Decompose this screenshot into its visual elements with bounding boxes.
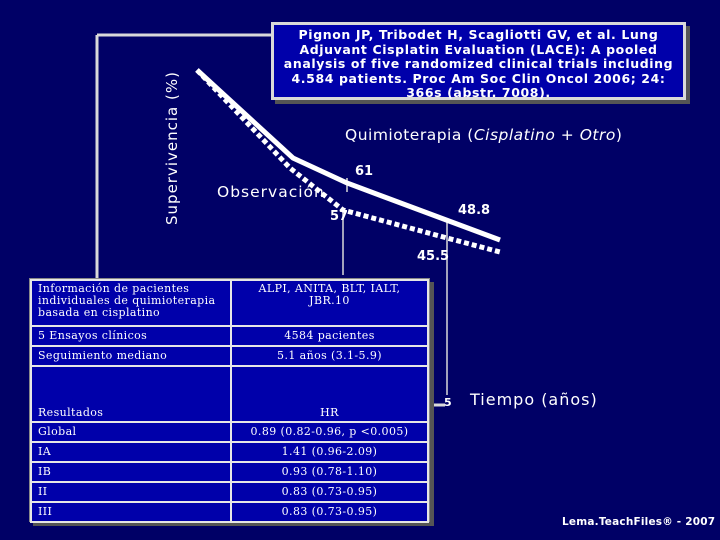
data-label-61: 61	[355, 164, 374, 179]
table-cell: 5 Ensayos clínicos	[31, 326, 231, 346]
table-row	[31, 280, 428, 326]
table-row	[31, 462, 428, 482]
table-cell: 0.89 (0.82-0.96, p <0.005)	[231, 422, 428, 442]
table-cell: Información de pacientes individuales de quimioterapia basada en cisplatino	[31, 280, 231, 326]
table-row	[31, 482, 428, 502]
table-row	[31, 422, 428, 442]
table-row	[31, 346, 428, 366]
table-cell: IB	[31, 462, 231, 482]
x-tick-5: 5	[444, 396, 452, 409]
footer-credit: Lema.TeachFiles® - 2007	[562, 516, 716, 528]
data-label-45-5: 45.5	[417, 249, 450, 264]
table-cell: 5.1 años (3.1-5.9)	[231, 346, 428, 366]
table-cell: IA	[31, 442, 231, 462]
table-cell: 0.93 (0.78-1.10)	[231, 462, 428, 482]
table-cell: ALPI, ANITA, BLT, IALT, JBR.10	[231, 280, 428, 326]
table-cell: HR	[231, 366, 428, 422]
table-cell: 0.83 (0.73-0.95)	[231, 502, 428, 522]
citation-box: Pignon JP, Tribodet H, Scagliotti GV, et al. Lung Adjuvant Cisplatin Evaluation (LACE): A pooled analysis of five randomized clinical trials including 4.584 patients. Proc Am Soc Clin Oncol 2006; 24: 366s (abstr. 7008).	[271, 22, 686, 100]
table-cell: Resultados	[31, 366, 231, 422]
y-axis-label: Supervivencia (%)	[163, 71, 181, 225]
table-cell: 1.41 (0.96-2.09)	[231, 442, 428, 462]
x-axis-label: Tiempo (años)	[470, 390, 598, 409]
data-label-48-8: 48.8	[458, 203, 491, 218]
table-row	[31, 502, 428, 522]
table-cell: 0.83 (0.73-0.95)	[231, 482, 428, 502]
table-row	[31, 442, 428, 462]
data-label-57: 57	[330, 209, 349, 224]
table-cell: 4584 pacientes	[231, 326, 428, 346]
results-table	[29, 278, 430, 522]
series-label-observacion: Observación	[217, 183, 325, 201]
table-cell: III	[31, 502, 231, 522]
table-row	[31, 366, 428, 422]
table-cell: II	[31, 482, 231, 502]
series-label-quimioterapia: Quimioterapia (Cisplatino + Otro)	[345, 126, 623, 144]
table-cell: Global	[31, 422, 231, 442]
table-cell: Seguimiento mediano	[31, 346, 231, 366]
table-row	[31, 326, 428, 346]
